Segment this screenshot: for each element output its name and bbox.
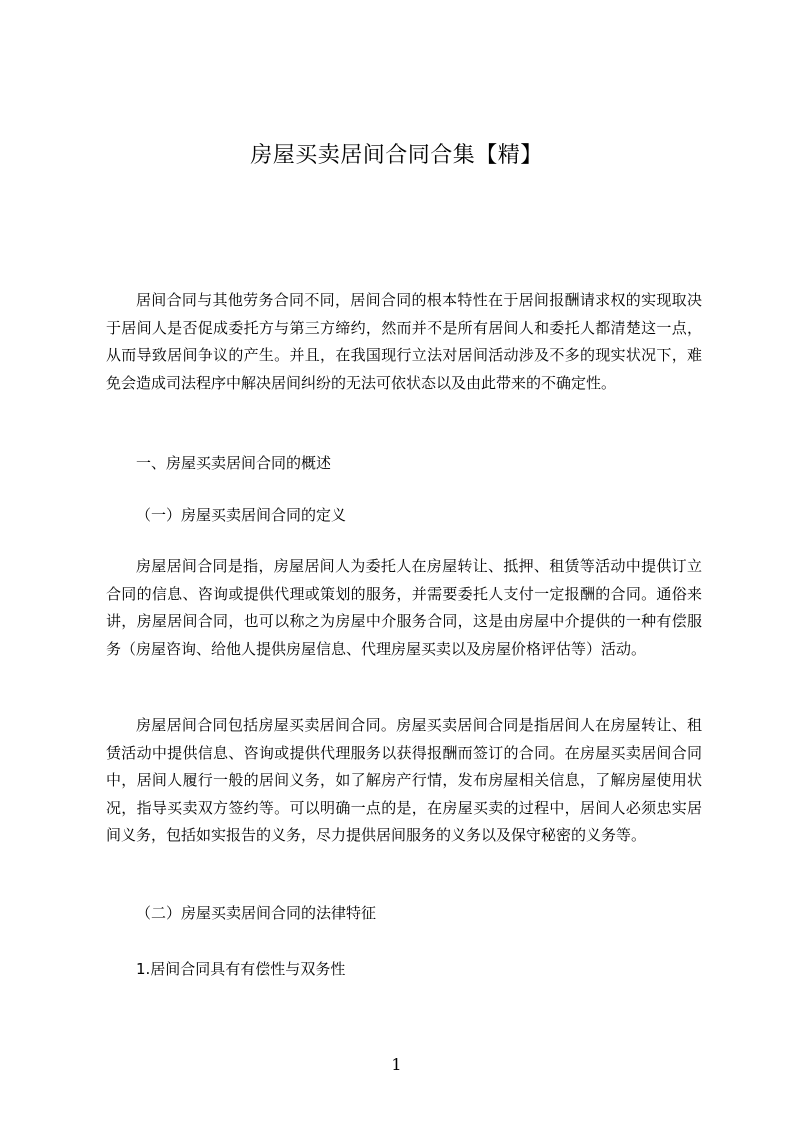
page-number: 1 bbox=[391, 1055, 402, 1074]
definition-paragraph: 房屋居间合同是指，房屋居间人为委托人在房屋转让、抵押、租赁等活动中提供订立合同的信息、咨询或提供代理或策划的服务，并需要委托人支付一定报酬的合同。通俗来讲，房屋居间合同，也可以称之为房屋中介服务合同，这是由房屋中介提供的一种有偿服务（房屋咨询、给他人提供房屋信息、代理房屋买卖以及房屋价格评估等）活动。 bbox=[106, 557, 702, 658]
subsection-heading-legal-features: （二）房屋买卖居间合同的法律特征 bbox=[136, 904, 377, 922]
section-heading-overview: 一、房屋买卖居间合同的概述 bbox=[136, 454, 332, 472]
document-title: 房屋买卖居间合同合集【精】 bbox=[250, 143, 543, 168]
list-item-heading-paid-bilateral: 1.居间合同具有有偿性与双务性 bbox=[136, 960, 346, 978]
intro-paragraph: 居间合同与其他劳务合同不同，居间合同的根本特性在于居间报酬请求权的实现取决于居间人是否促成委托方与第三方缔约，然而并不是所有居间人和委托人都清楚这一点，从而导致居间争议的产生。并且，在我国现行立法对居间活动涉及不多的现实状况下，难免会造成司法程序中解决居间纠纷的无法可依状态以及由此带来的不确定性。 bbox=[106, 291, 702, 392]
subsection-heading-definition: （一）房屋买卖居间合同的定义 bbox=[136, 506, 347, 524]
scope-paragraph: 房屋居间合同包括房屋买卖居间合同。房屋买卖居间合同是指居间人在房屋转让、租赁活动中提供信息、咨询或提供代理服务以获得报酬而签订的合同。在房屋买卖居间合同中，居间人履行一般的居间义务，如了解房产行情，发布房屋相关信息，了解房屋使用状况，指导买卖双方签约等。可以明确一点的是，在房屋买卖的过程中，居间人必须忠实居间义务，包括如实报告的义务，尽力提供居间服务的义务以及保守秘密的义务等。 bbox=[106, 716, 702, 844]
